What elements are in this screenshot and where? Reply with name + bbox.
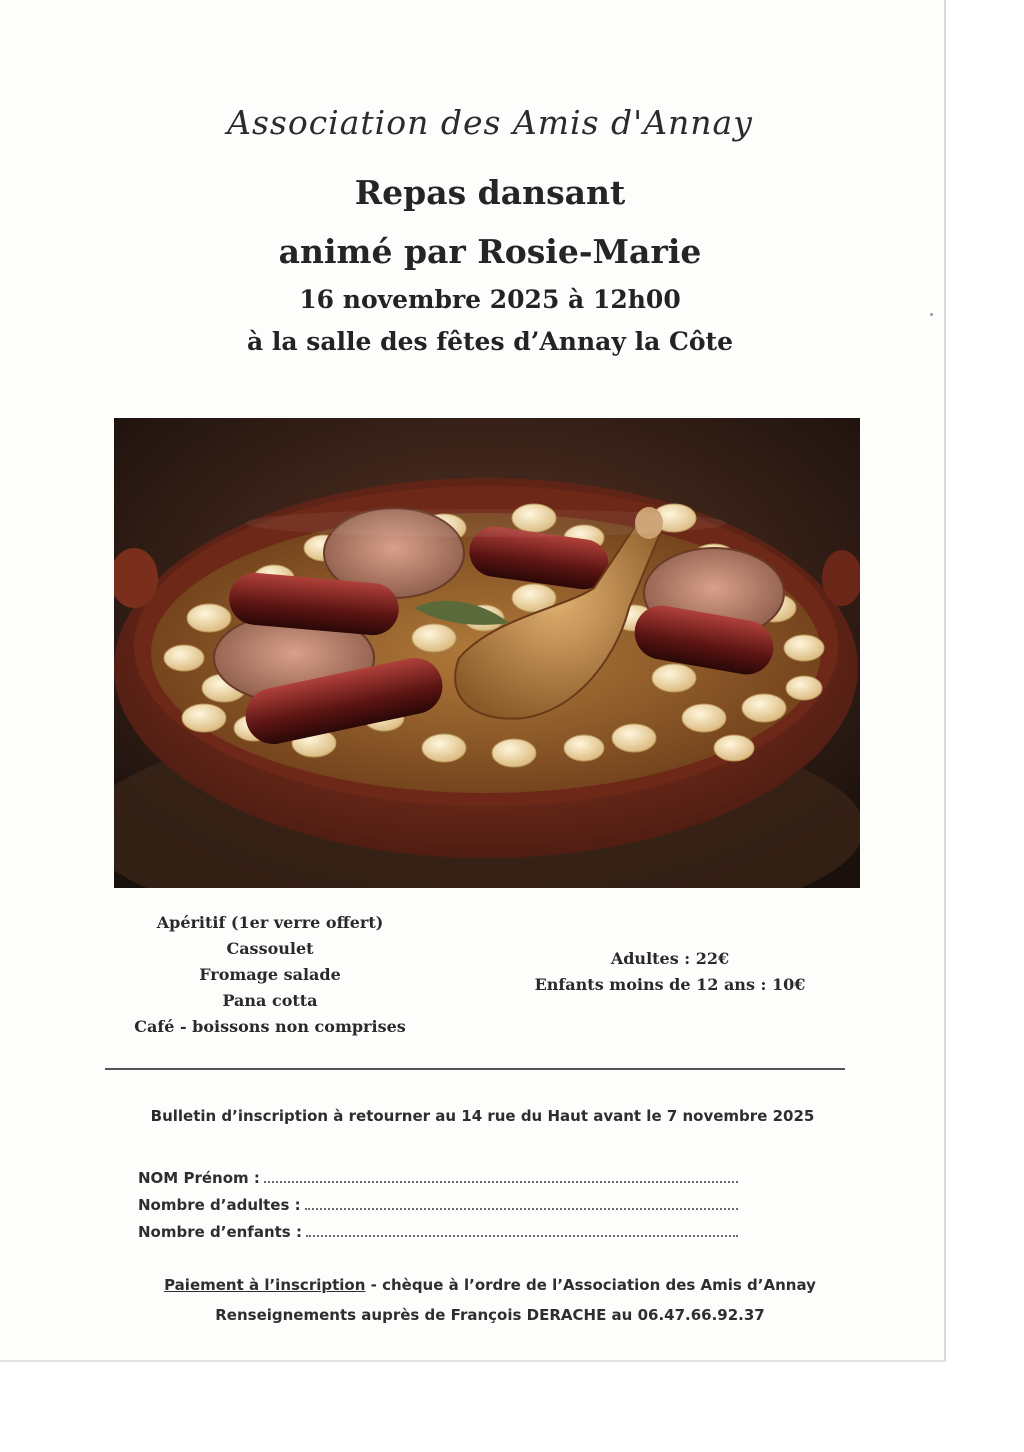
price-children: Enfants moins de 12 ans : 10€ (534, 975, 806, 994)
price-adults: Adultes : 22€ (610, 949, 730, 968)
field-label-name: NOM Prénom : (138, 1169, 260, 1187)
menu-item: Café - boissons non comprises (134, 1017, 406, 1036)
scan-speck (930, 313, 933, 316)
menu-item: Pana cotta (222, 991, 318, 1010)
event-subtitle: animé par Rosie-Marie (278, 232, 702, 271)
contact-info: Renseignements auprès de François DERACHE au 06.47.66.92.37 (215, 1306, 765, 1324)
menu-item: Apéritif (1er verre offert) (156, 913, 384, 932)
menu-item: Fromage salade (199, 965, 341, 984)
adults-count-field[interactable] (305, 1208, 738, 1210)
price-list (505, 946, 835, 998)
registration-form (138, 1160, 738, 1241)
children-count-field[interactable] (306, 1235, 738, 1237)
registration-instructions: Bulletin d’inscription à retourner au 14 rue du Haut avant le 7 novembre 2025 (150, 1107, 815, 1125)
payment-info (100, 1276, 880, 1294)
cassoulet-photo (114, 418, 860, 888)
event-title: Repas dansant (354, 173, 626, 212)
form-row-name (138, 1160, 738, 1187)
payment-detail: - chèque à l’ordre de l’Association des Amis d’Annay (365, 1276, 816, 1294)
name-field[interactable] (264, 1181, 738, 1183)
menu-list (105, 910, 435, 1040)
field-label-children: Nombre d’enfants : (138, 1223, 302, 1241)
organization-name: Association des Amis d'Annay (227, 103, 753, 142)
menu-item: Cassoulet (226, 939, 314, 958)
event-date: 16 novembre 2025 à 12h00 (299, 285, 681, 314)
cassoulet-illustration (114, 418, 860, 888)
cut-line-divider (105, 1068, 845, 1070)
form-row-children (138, 1214, 738, 1241)
payment-label: Paiement à l’inscription (164, 1276, 366, 1294)
form-row-adults (138, 1187, 738, 1214)
field-label-adults: Nombre d’adultes : (138, 1196, 301, 1214)
event-venue: à la salle des fêtes d’Annay la Côte (246, 327, 734, 356)
